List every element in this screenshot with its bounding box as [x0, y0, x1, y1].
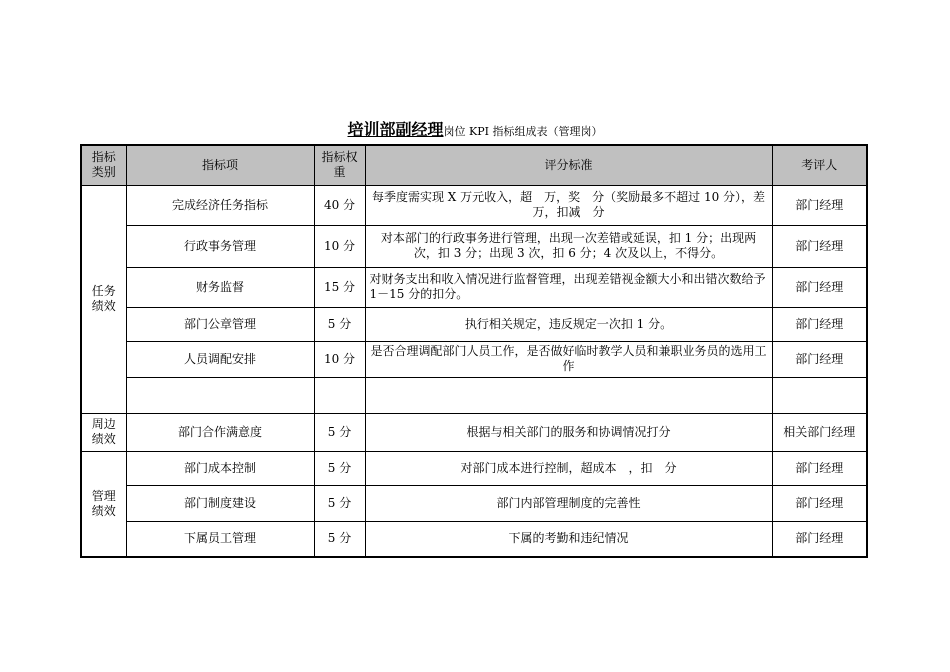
table-row [81, 185, 867, 225]
header-item: 指标项 [126, 145, 314, 185]
weight-cell: 5 分 [314, 451, 365, 485]
criteria-cell: 对财务支出和收入情况进行监督管理，出现差错视金额大小和出错次数给予 1－15 分的扣分。 [365, 267, 772, 307]
group-management: 管理绩效 [81, 451, 126, 557]
evaluator-cell: 部门经理 [772, 225, 867, 267]
title-sub: 岗位 KPI 指标组成表（管理岗） [443, 125, 603, 138]
evaluator-cell: 部门经理 [772, 185, 867, 225]
document-title [0, 117, 950, 140]
header-category: 指标类别 [81, 145, 126, 185]
empty-cell [126, 377, 314, 413]
weight-cell: 5 分 [314, 413, 365, 451]
group-peripheral: 周边绩效 [81, 413, 126, 451]
item-cell: 行政事务管理 [126, 225, 314, 267]
item-cell: 部门制度建设 [126, 485, 314, 521]
criteria-cell: 下属的考勤和违纪情况 [365, 521, 772, 557]
empty-cell [772, 377, 867, 413]
weight-cell: 10 分 [314, 341, 365, 377]
kpi-table [80, 144, 868, 558]
table-row [81, 485, 867, 521]
table-row [81, 521, 867, 557]
criteria-cell: 根据与相关部门的服务和协调情况打分 [365, 413, 772, 451]
table-row [81, 307, 867, 341]
weight-cell: 5 分 [314, 307, 365, 341]
criteria-cell: 执行相关规定，违反规定一次扣 1 分。 [365, 307, 772, 341]
evaluator-cell: 部门经理 [772, 307, 867, 341]
evaluator-cell: 部门经理 [772, 267, 867, 307]
weight-cell: 5 分 [314, 521, 365, 557]
item-cell: 下属员工管理 [126, 521, 314, 557]
criteria-cell: 是否合理调配部门人员工作，是否做好临时教学人员和兼职业务员的选用工作 [365, 341, 772, 377]
table-row [81, 267, 867, 307]
evaluator-cell: 部门经理 [772, 341, 867, 377]
group-task: 任务绩效 [81, 185, 126, 413]
item-cell: 完成经济任务指标 [126, 185, 314, 225]
evaluator-cell: 部门经理 [772, 451, 867, 485]
table-row [81, 341, 867, 377]
evaluator-cell: 部门经理 [772, 485, 867, 521]
header-weight: 指标权重 [314, 145, 365, 185]
item-cell: 部门公章管理 [126, 307, 314, 341]
header-evaluator: 考评人 [772, 145, 867, 185]
weight-cell: 15 分 [314, 267, 365, 307]
header-row [81, 145, 867, 185]
table-row [81, 225, 867, 267]
criteria-cell: 对部门成本进行控制，超成本 ，扣 分 [365, 451, 772, 485]
criteria-cell: 每季度需实现 X 万元收入，超 万，奖 分（奖励最多不超过 10 分），差 万，扣减 分 [365, 185, 772, 225]
evaluator-cell: 相关部门经理 [772, 413, 867, 451]
empty-cell [365, 377, 772, 413]
title-main: 培训部副经理 [347, 120, 444, 139]
header-criteria: 评分标准 [365, 145, 772, 185]
empty-cell [314, 377, 365, 413]
evaluator-cell: 部门经理 [772, 521, 867, 557]
criteria-cell: 对本部门的行政事务进行管理，出现一次差错或延误，扣 1 分；出现两次，扣 3 分；出现 3 次，扣 6 分；4 次及以上，不得分。 [365, 225, 772, 267]
item-cell: 财务监督 [126, 267, 314, 307]
weight-cell: 40 分 [314, 185, 365, 225]
item-cell: 部门合作满意度 [126, 413, 314, 451]
table-row [81, 413, 867, 451]
weight-cell: 5 分 [314, 485, 365, 521]
table-row [81, 451, 867, 485]
empty-row [81, 377, 867, 413]
item-cell: 人员调配安排 [126, 341, 314, 377]
item-cell: 部门成本控制 [126, 451, 314, 485]
criteria-cell: 部门内部管理制度的完善性 [365, 485, 772, 521]
weight-cell: 10 分 [314, 225, 365, 267]
